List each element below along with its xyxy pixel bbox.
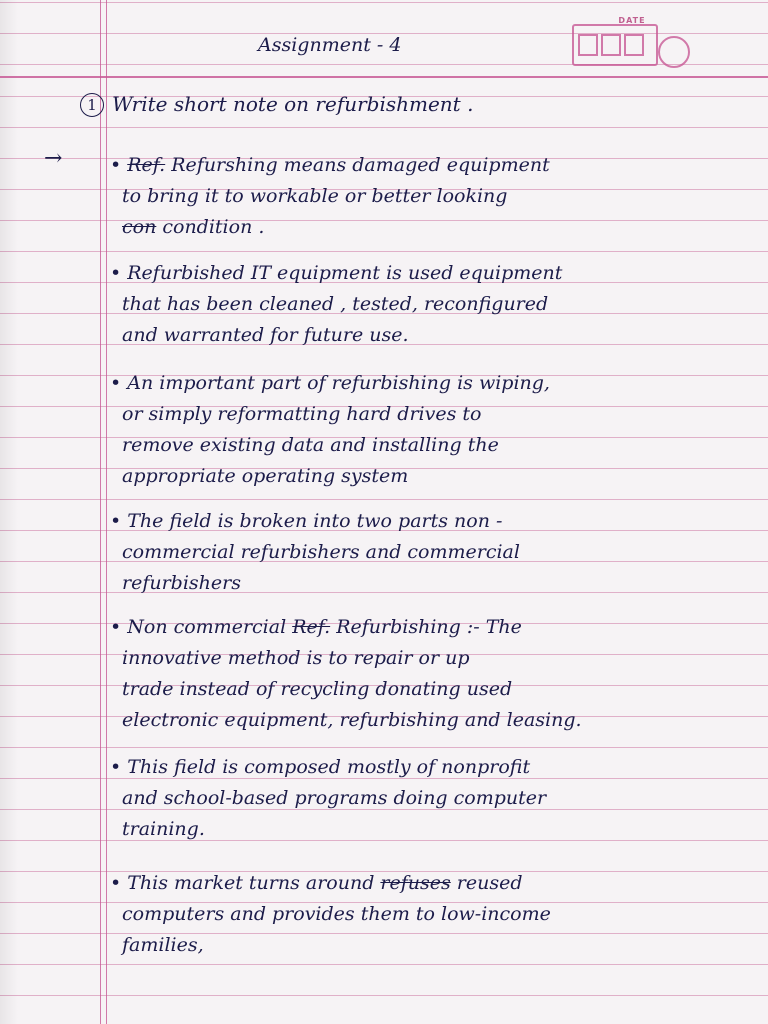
date-box	[572, 18, 690, 64]
date-cell	[578, 34, 598, 56]
text-line	[110, 705, 740, 736]
line-text: condition .	[156, 216, 265, 238]
text-line	[110, 814, 740, 845]
answer-arrow-icon: →	[44, 146, 63, 171]
text-line	[110, 506, 740, 537]
bullet-icon: •	[110, 616, 128, 638]
header-rule	[0, 76, 768, 78]
text-line	[110, 430, 740, 461]
bullet-paragraph	[110, 868, 740, 961]
bullet-paragraph	[110, 258, 740, 351]
page-binding-edge	[0, 0, 18, 1024]
text-line	[110, 537, 740, 568]
text-line	[110, 568, 740, 599]
text-line	[110, 368, 740, 399]
date-cell	[624, 34, 644, 56]
text-line	[110, 181, 740, 212]
line-text: Refurbished IT equipment is used equipment	[127, 262, 563, 284]
bullet-icon: •	[110, 372, 128, 394]
date-label: DATE	[618, 16, 646, 25]
page-title: Assignment - 4	[258, 34, 402, 56]
question-line	[80, 92, 473, 117]
line-text: An important part of refurbishing is wiping,	[127, 372, 550, 394]
text-line	[110, 461, 740, 492]
text-line	[110, 212, 740, 243]
text-line	[110, 320, 740, 351]
date-cells	[578, 34, 644, 56]
text-line	[110, 399, 740, 430]
bullet-icon: •	[110, 872, 128, 894]
text-line	[110, 752, 740, 783]
line-text: families,	[122, 934, 204, 956]
line-text: that has been cleaned , tested, reconfigured	[122, 293, 549, 315]
struck-text: con	[122, 216, 157, 238]
margin-line	[106, 0, 107, 1024]
line-text: training.	[122, 818, 205, 840]
text-line	[110, 868, 740, 899]
bullet-paragraph	[110, 612, 740, 736]
struck-text: refuses	[380, 872, 451, 894]
text-line	[110, 930, 740, 961]
question-number: 1	[80, 93, 104, 117]
bullet-icon: •	[110, 756, 128, 778]
line-text-tail: Refurbishing :- The	[330, 616, 522, 638]
line-text: appropriate operating system	[122, 465, 409, 487]
line-text: remove existing data and installing the	[122, 434, 499, 456]
text-line	[110, 783, 740, 814]
line-text-tail: reused	[450, 872, 523, 894]
line-text: and warranted for future use.	[122, 324, 409, 346]
bullet-icon: •	[110, 154, 128, 176]
bullet-icon: •	[110, 510, 128, 532]
bullet-paragraph	[110, 506, 740, 599]
line-text: This market turns around	[127, 872, 381, 894]
line-text: and school-based programs doing computer	[122, 787, 547, 809]
struck-text: Ref.	[127, 154, 166, 176]
bullet-paragraph	[110, 368, 740, 492]
text-line	[110, 258, 740, 289]
line-text: This field is composed mostly of nonprofit	[127, 756, 531, 778]
line-text: computers and provides them to low-income	[122, 903, 551, 925]
line-text: Refurshing means damaged equipment	[165, 154, 550, 176]
text-line	[110, 674, 740, 705]
line-text: refurbishers	[122, 572, 241, 594]
text-line	[110, 150, 740, 181]
question-text: Write short note on refurbishment .	[112, 92, 474, 116]
line-text: or simply reformatting hard drives to	[122, 403, 482, 425]
line-text: innovative method is to repair or up	[122, 647, 470, 669]
date-cell	[601, 34, 621, 56]
line-text: commercial refurbishers and commercial	[122, 541, 520, 563]
line-text: trade instead of recycling donating used	[122, 678, 513, 700]
bullet-paragraph	[110, 752, 740, 845]
bullet-paragraph	[110, 150, 740, 243]
page-number-circle	[658, 36, 690, 68]
text-line	[110, 289, 740, 320]
line-text: electronic equipment, refurbishing and leasing.	[122, 709, 582, 731]
struck-text: Ref.	[292, 616, 331, 638]
text-line	[110, 643, 740, 674]
text-line	[110, 899, 740, 930]
line-text: to bring it to workable or better looking	[122, 185, 508, 207]
text-line	[110, 612, 740, 643]
bullet-icon: •	[110, 262, 128, 284]
margin-line	[100, 0, 101, 1024]
line-text: The field is broken into two parts non -	[127, 510, 503, 532]
line-text: Non commercial	[127, 616, 293, 638]
